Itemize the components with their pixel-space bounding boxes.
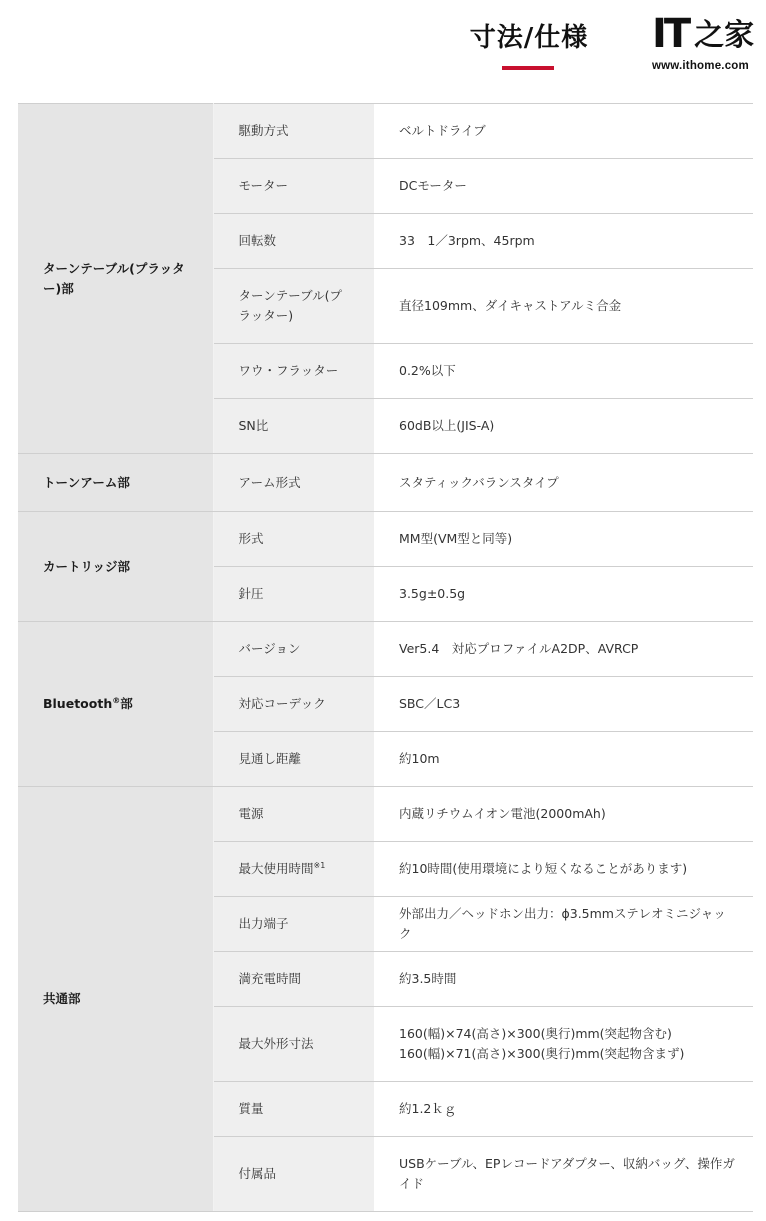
spec-label: アーム形式 [213,454,374,512]
spec-value: 約3.5時間 [374,952,753,1007]
footnote-mark: ※1 [313,860,326,870]
category-bluetooth [18,622,213,787]
spec-label: 見通し距離 [213,732,374,787]
logo-chinese-text: 之家 [694,18,755,53]
spec-value: 直径109mm、ダイキャストアルミ合金 [374,269,753,344]
spec-value: 3.5g±0.5g [374,567,753,622]
spec-label: 針圧 [213,567,374,622]
spec-value-multiline [374,1007,753,1082]
spec-label: 出力端子 [213,897,374,952]
spec-value: 33 1／3rpm、45rpm [374,214,753,269]
spec-value: 内蔵リチウムイオン電池(2000mAh) [374,787,753,842]
title-underline [502,66,554,70]
category-turntable: ターンテーブル(プラッター)部 [18,104,213,454]
page-title: 寸法/仕様 [469,23,589,53]
registered-mark: ® [112,695,121,705]
title-block [464,20,594,56]
ithome-logo [652,11,758,76]
spec-row [18,454,753,512]
spec-value: 外部出力／ヘッドホン出力：ϕ3.5mmステレオミニジャック [374,897,753,952]
category-cartridge: カートリッジ部 [18,512,213,622]
category-bluetooth-name: Bluetooth [43,696,113,711]
spec-value: 60dB以上(JIS-A) [374,399,753,454]
spec-value: DCモーター [374,159,753,214]
spec-value: 約10m [374,732,753,787]
spec-label: 電源 [213,787,374,842]
spec-value: MM型(VM型と同等) [374,512,753,567]
spec-value: 0.2%以下 [374,344,753,399]
spec-label: モーター [213,159,374,214]
spec-value: USBケーブル、EPレコードアダプター、収納バッグ、操作ガイド [374,1137,753,1212]
spec-value: ベルトドライブ [374,104,753,159]
spec-label: 回転数 [213,214,374,269]
spec-row [18,512,753,567]
logo-it-text: IT [652,11,689,57]
spec-label: バージョン [213,622,374,677]
logo-mark [652,11,758,57]
spec-row [18,787,753,842]
category-tonearm: トーンアーム部 [18,454,213,512]
spec-value: 約10時間(使用環境により短くなることがあります) [374,842,753,897]
spec-label: 駆動方式 [213,104,374,159]
spec-value-line: 160(幅)×71(高さ)×300(奥行)mm(突起物含まず) [399,1046,685,1061]
spec-label: ワウ・フラッター [213,344,374,399]
spec-value: Ver5.4 対応プロファイルA2DP、AVRCP [374,622,753,677]
spec-row [18,104,753,159]
spec-row [18,622,753,677]
spec-label: 対応コーデック [213,677,374,732]
spec-label: 最大外形寸法 [213,1007,374,1082]
spec-value: 約1.2ｋｇ [374,1082,753,1137]
spec-value-line: 160(幅)×74(高さ)×300(奥行)mm(突起物含む) [399,1026,672,1041]
spec-label-text: 最大使用時間 [238,861,314,876]
logo-url: www.ithome.com [652,60,749,72]
spec-value: スタティックバランスタイプ [374,454,753,512]
category-common: 共通部 [18,787,213,1212]
spec-label: SN比 [213,399,374,454]
category-bluetooth-suffix: 部 [120,696,133,711]
spec-label: 満充電時間 [213,952,374,1007]
spec-table [18,103,753,1212]
spec-label-with-note [213,842,374,897]
spec-label: 形式 [213,512,374,567]
spec-label: ターンテーブル(プラッター) [213,269,374,344]
spec-label: 質量 [213,1082,374,1137]
spec-label: 付属品 [213,1137,374,1212]
spec-value: SBC／LC3 [374,677,753,732]
